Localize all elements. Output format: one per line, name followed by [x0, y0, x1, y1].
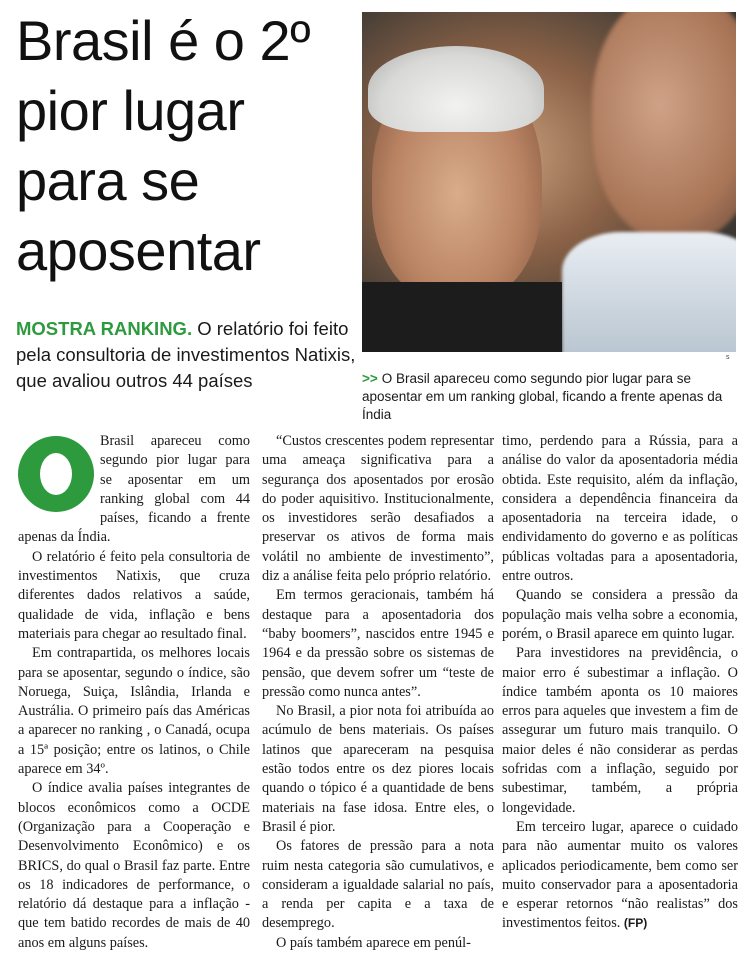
photo-credit: s — [726, 354, 730, 361]
photo-shirt — [362, 282, 562, 352]
paragraph: Os fatores de pressão para a nota ruim nesta categoria são cumulativos, e consideram a igualdade salarial no país, a renda per capita e a taxa de desemprego. — [262, 838, 494, 932]
paragraph: “Custos crescentes podem representar uma ameaça significativa para a segurança dos aposentados por erosão do poder aquisitivo. Institucionalmente, os investidores serão desafiados a preservar os ativos de forma mais volátil no ambiente de investimento”, diz a análise feita pelo próprio relatório. — [262, 433, 494, 585]
paragraph: timo, perdendo para a Rússia, para a análise do valor da aposentadoria média obtida. Este requisito, além da inflação, considera a dependência financeira da aposentadoria na terceira idade, o endividamento do governo e as políticas públicas voltadas para a aposentadoria, entre outros. — [502, 433, 738, 585]
deck — [16, 316, 356, 394]
dropcap-o-icon — [18, 436, 94, 512]
article-column-2 — [262, 432, 494, 953]
paragraph: O país também aparece em penúl- — [276, 934, 471, 951]
article-column-3 — [502, 432, 738, 934]
paragraph: No Brasil, a pior nota foi atribuída ao acúmulo de bens materiais. Os países latinos que apareceram na pesquisa estão todos entre os dez piores locais quando o tópico é a quantidade de bens materiais na fase idosa. Entre eles, o Brasil é pior. — [262, 703, 494, 835]
article-column-1 — [18, 432, 250, 953]
photo-white-hair — [368, 46, 544, 132]
paragraph-final-text: Em terceiro lugar, aparece o cuidado para não aumentar muito os valores aplicados periodicamente, bem como ser muito conservador para a aposentadoria e esperar retornos “não realistas” dos investimentos feitos. — [502, 818, 738, 932]
paragraph: Brasil apareceu como segundo pior lugar para se aposentar em um ranking global com 44 países, ficando a frente apenas da Índia. — [18, 433, 250, 546]
photo-background-person — [592, 12, 736, 242]
paragraph: O relatório é feito pela consultoria de investimentos Natixis, que cruza diferentes dados relativos a saúde, qualidade de vida, inflação e bens materiais para chegar ao resultado final. — [18, 548, 250, 642]
paragraph: Quando se considera a pressão da população mais velha sobre a economia, porém, o Brasil aparece em quinto lugar. — [502, 587, 738, 642]
headline: Brasil é o 2º pior lugar para se aposentar — [16, 9, 311, 282]
paragraph: Em contrapartida, os melhores locais para se aposentar, segundo o índice, são Noruega, Suiça, Islândia, Irlanda e Austrália. O primeiro país das Américas a aparecer no ranking , o Canadá, ocupa a 15ª posição; entre os latinos, o Chile aparece em 34º. — [18, 645, 250, 778]
paragraph-final — [502, 818, 738, 934]
deck-kicker: MOSTRA RANKING. — [16, 318, 193, 339]
paragraph: Em termos geracionais, também há destaque para a aposentadoria dos “baby boomers”, nascidos entre 1945 e 1964 e da pressão sobre os sistemas de pensão, que devem sofrer um “teste de pressão como nunca antes”. — [262, 587, 494, 700]
photo-caption — [362, 370, 738, 424]
deck-text: O relatório foi feito pela consultoria de investimentos Natixis, que avaliou outros 44 países — [16, 318, 356, 391]
photo-background-shirt — [562, 232, 736, 352]
paragraph: Para investidores na previdência, o maior erro é subestimar a inflação. O índice também aponta os 10 maiores erros para aqueles que investem a fim de assegurar um futuro mais tranquilo. O maior deles é não considerar as perdas sofridas com a inflação, seguido por subestimar, também, a própria longevidade. — [502, 645, 738, 816]
article-photo — [362, 12, 736, 352]
caption-text: O Brasil apareceu como segundo pior lugar para se aposentar em um ranking global, ficando a frente apenas da Índia — [362, 371, 723, 422]
caption-marker-icon: >> — [362, 371, 378, 386]
paragraph: O índice avalia países integrantes de blocos econômicos como a OCDE (Organização para a Cooperação e Desenvolvimento Econômico) e os BRICS, do qual o Brasil faz parte. Entre os 18 indicadores de performance, o relatório dá destaque para a inflação -que tem batido recordes de mais de 40 anos em alguns países. — [18, 780, 250, 951]
byline: (FP) — [623, 916, 648, 931]
